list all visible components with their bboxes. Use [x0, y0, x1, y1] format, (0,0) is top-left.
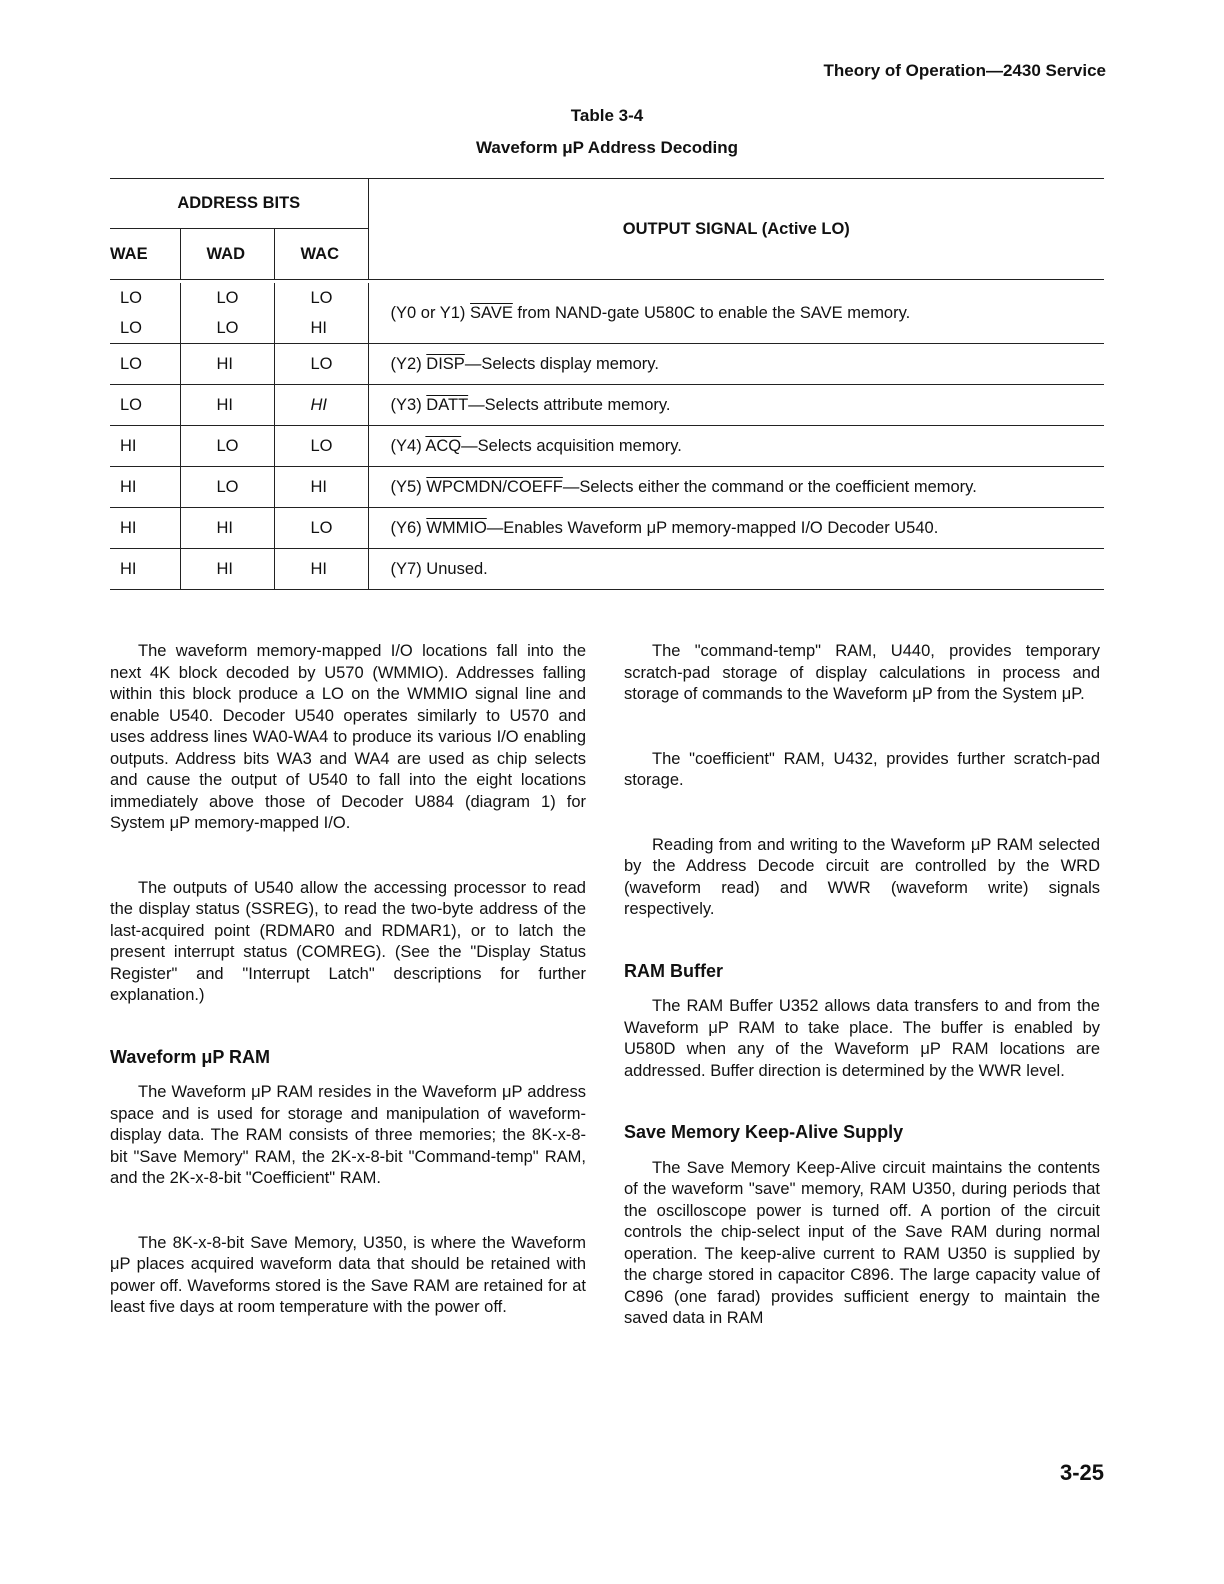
body-paragraph: The 8K-x-8-bit Save Memory, U350, is where the Waveform μP places acquired waveform data that should be retained with power off. Waveforms stored is the Save RAM are retained for at least five days at room temperature with the power off. — [110, 1233, 586, 1316]
signal-name: WMMIO — [426, 518, 487, 537]
bit-cell: LO — [310, 289, 333, 307]
bit-cell: HI — [180, 385, 274, 426]
body-paragraph: The outputs of U540 allow the accessing processor to read the display status (SSREG), to read the two-byte address of the last-acquired point (RDMAR0 and RDMAR1), or to latch the present interrupt status (COMREG). (See the "Display Status Register" and "Interrupt Latch" descriptions for further explanation.) — [110, 878, 586, 1004]
output-signal-cell — [368, 426, 1104, 467]
signal-description: —Enables Waveform μP memory-mapped I/O Decoder U540. — [486, 518, 939, 537]
bit-cell: HI — [180, 344, 274, 385]
signal-description: Unused. — [426, 559, 488, 578]
output-signal-cell — [368, 385, 1104, 426]
bit-cell: LO — [274, 426, 368, 467]
bit-cell: HI — [180, 508, 274, 549]
y-output: (Y4) — [390, 436, 422, 455]
signal-description: —Selects display memory. — [464, 354, 659, 373]
body-paragraph: Reading from and writing to the Waveform μP RAM selected by the Address Decode circuit are controlled by the WRD (waveform read) and WWR (waveform write) signals respectively. — [624, 835, 1100, 918]
bit-cell: LO — [180, 426, 274, 467]
y-output: (Y0 or Y1) — [390, 303, 466, 322]
signal-name: SAVE — [470, 303, 513, 322]
output-signal-header: OUTPUT SIGNAL (Active LO) — [368, 179, 1104, 280]
section-heading: RAM Buffer — [624, 960, 723, 981]
y-output: (Y6) — [390, 518, 422, 537]
right-column — [624, 641, 1100, 1330]
page-number: 3-25 — [1059, 1460, 1104, 1485]
signal-description: —Selects attribute memory. — [468, 395, 671, 414]
table-row — [110, 385, 1104, 426]
bit-cell: LO — [110, 344, 180, 385]
bit-cell: HI — [110, 467, 180, 508]
bit-cell: HI — [110, 549, 180, 590]
output-signal-cell — [368, 283, 1104, 344]
address-bits-header: ADDRESS BITS — [110, 179, 368, 229]
output-signal-cell — [368, 508, 1104, 549]
bit-cell: HI — [274, 467, 368, 508]
y-output: (Y2) — [390, 354, 422, 373]
body-paragraph: The waveform memory-mapped I/O locations fall into the next 4K block decoded by U570 (WMMIO). Addresses falling within this block produce a LO on the WMMIO signal line and enable U540. Decoder U540 operates similarly to U570 and uses address lines WA0-WA4 to produce its various I/O enabling outputs. Address bits WA3 and WA4 are used as chip selects and cause the output of U540 to fall into the eight locations immediately above those of Decoder U884 (diagram 1) for System μP memory-mapped I/O. — [110, 642, 586, 832]
bit-cell: LO — [110, 385, 180, 426]
table-row — [110, 508, 1104, 549]
bit-cell: HI — [274, 549, 368, 590]
output-signal-cell — [368, 467, 1104, 508]
wac-column-header: WAC — [274, 229, 368, 280]
y-output: (Y3) — [390, 395, 422, 414]
bit-cell: LO — [180, 467, 274, 508]
table-row — [110, 426, 1104, 467]
running-head: Theory of Operation—2430 Service — [823, 61, 1106, 80]
body-paragraph: The "coefficient" RAM, U432, provides further scratch-pad storage. — [624, 749, 1100, 789]
signal-name: $\overline{ACQ}$ — [425, 436, 462, 455]
signal-name: DISP — [426, 354, 465, 373]
bit-cell: LO — [274, 344, 368, 385]
section-heading: Waveform μP RAM — [110, 1046, 271, 1067]
y-output: (Y5) — [390, 477, 422, 496]
output-signal-cell — [368, 549, 1104, 590]
bit-cell: HI — [110, 508, 180, 549]
signal-description: from NAND-gate U580C to enable the SAVE memory. — [512, 303, 911, 322]
bit-cell: HI — [274, 385, 368, 426]
address-decoding-table — [110, 178, 1104, 590]
table-number: Table 3-4 — [570, 106, 644, 125]
body-paragraph: The RAM Buffer U352 allows data transfers to and from the Waveform μP RAM to take place. The buffer is enabled by U580D when any of the Waveform μP RAM locations are addressed. Buffer direction is determined by the WWR level. — [624, 997, 1100, 1080]
left-column — [110, 641, 586, 1319]
bit-cell: HI — [110, 426, 180, 467]
table-title: Waveform μP Address Decoding — [476, 138, 738, 157]
bit-cell: LO — [216, 319, 239, 337]
bit-cell: HI — [310, 319, 327, 337]
table-row — [110, 283, 1104, 344]
table-row — [110, 344, 1104, 385]
body-paragraph: The Waveform μP RAM resides in the Waveform μP address space and is used for storage and manipulation of waveform-display data. The RAM consists of three memories; the 8K-x-8-bit "Save Memory" RAM, the 2K-x-8-bit "Command-temp" RAM, and the 2K-x-8-bit "Coefficient" RAM. — [110, 1083, 586, 1187]
signal-description: —Selects acquisition memory. — [461, 436, 682, 455]
bit-cell: LO — [120, 289, 143, 307]
signal-name: DATT — [426, 395, 469, 414]
bit-cell: LO — [120, 319, 143, 337]
table-row — [110, 549, 1104, 590]
body-paragraph: The "command-temp" RAM, U440, provides temporary scratch-pad storage of display calculations in process and storage of commands to the Waveform μP from the System μP. — [624, 642, 1100, 703]
body-paragraph: The Save Memory Keep-Alive circuit maintains the contents of the waveform "save" memory, RAM U350, during periods that the oscilloscope power is turned off. A portion of the circuit controls the chip-select input of the Save RAM during normal operation. The keep-alive current to RAM U350 is supplied by the charge stored in capacitor C896. The large capacity value of C896 (one farad) provides sufficient energy to maintain the saved data in RAM — [624, 1158, 1100, 1327]
bit-cell: HI — [180, 549, 274, 590]
signal-name: WPCMDN/COEFF — [426, 477, 563, 496]
bit-cell: LO — [274, 508, 368, 549]
wae-column-header: WAE — [110, 229, 180, 280]
wad-column-header: WAD — [180, 229, 274, 280]
section-heading: Save Memory Keep-Alive Supply — [624, 1122, 904, 1142]
table-row — [110, 467, 1104, 508]
signal-description: —Selects either the command or the coefficient memory. — [562, 477, 977, 496]
output-signal-cell — [368, 344, 1104, 385]
bit-cell: LO — [216, 289, 239, 307]
y-output: (Y7) — [390, 559, 422, 578]
